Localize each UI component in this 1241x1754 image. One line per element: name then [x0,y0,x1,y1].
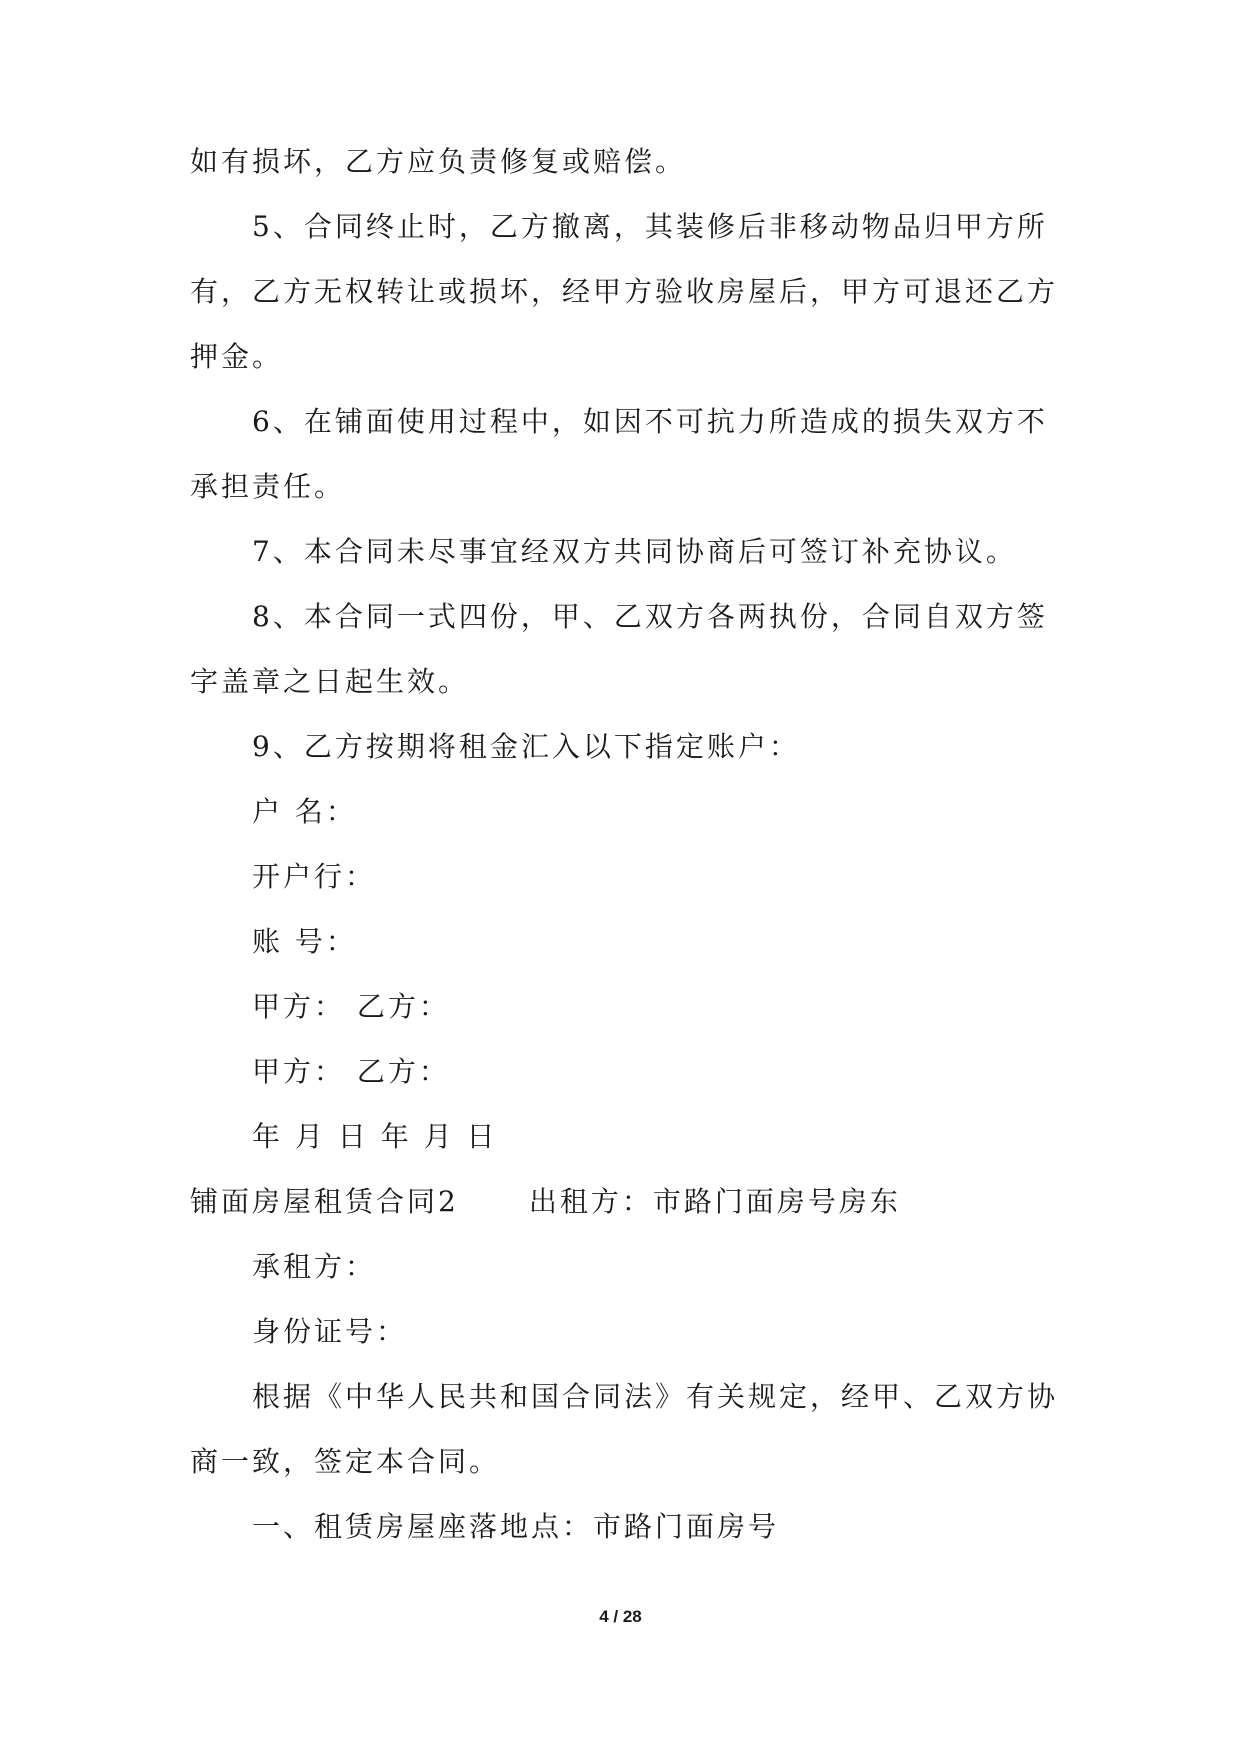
clause-7-line: 7、本合同未尽事宜经双方共同协商后可签订补充协议。 [252,535,1017,568]
signature-date-line: 年 月 日 年 月 日 [252,1120,498,1153]
lessee-label: 承租方： [252,1250,377,1283]
preamble-line-1: 根据《中华人民共和国合同法》有关规定，经甲、乙双方协 [252,1380,1059,1413]
contract-2-heading [190,1182,901,1222]
clause-5-line-2: 有，乙方无权转让或损坏，经甲方验收房屋后，甲方可退还乙方 [190,275,1059,308]
section-1-line: 一、租赁房屋座落地点：市路门面房号 [252,1510,780,1543]
bank-label: 开户行： [252,860,377,893]
lessor-line: 出租方：市路门面房号房东 [528,1185,901,1218]
clause-6-line-2: 承担责任。 [190,470,346,503]
body-line: 如有损坏，乙方应负责修复或赔偿。 [190,145,687,178]
signature-parties-line-2: 甲方： 乙方： [252,1055,450,1088]
clause-5-line-3: 押金。 [190,340,284,373]
clause-6-line-1: 6、在铺面使用过程中，如因不可抗力所造成的损失双方不 [252,405,1048,438]
preamble-line-2: 商一致，签定本合同。 [190,1445,501,1478]
account-number-label: 账 号： [252,925,357,958]
id-number-label: 身份证号： [252,1315,408,1348]
clause-8-line-1: 8、本合同一式四份，甲、乙双方各两执份，合同自双方签 [252,600,1048,633]
clause-5-line-1: 5、合同终止时，乙方撤离，其装修后非移动物品归甲方所 [252,210,1048,243]
account-name-label: 户 名： [252,795,357,828]
page-number: 4 / 28 [599,1607,642,1626]
clause-8-line-2: 字盖章之日起生效。 [190,665,470,698]
clause-9-line: 9、乙方按期将租金汇入以下指定账户： [252,730,800,763]
signature-parties-line-1: 甲方： 乙方： [252,990,450,1023]
contract-2-title: 铺面房屋租赁合同2 [190,1185,459,1218]
